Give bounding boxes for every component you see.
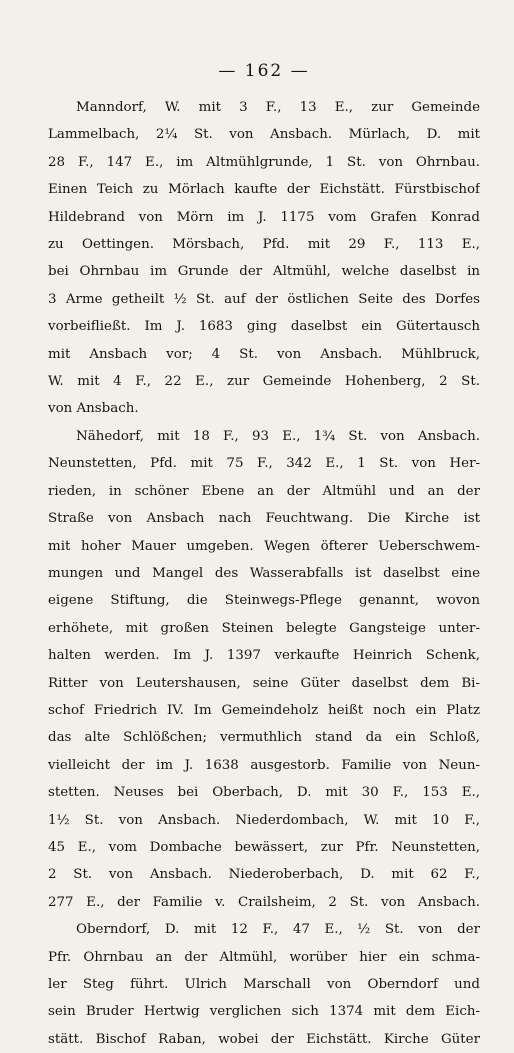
text-line: ler Steg führt. Ulrich Marschall von Oberndorf und [48, 977, 480, 992]
text-line: eigene Stiftung, die Steinwegs-Pflege genannt, wovon [48, 593, 480, 609]
text-line: mit hoher Mauer umgeben. Wegen öfterer Ueberschwem- [48, 538, 480, 554]
text-line: erhöhete, mit großen Steinen belegte Gangsteige unter- [48, 620, 480, 636]
text-line: 277 E., der Familie v. Crailsheim, 2 St. von Ansbach. [48, 894, 480, 910]
text-line: sein Bruder Hertwig verglichen sich 1374 mit dem Eich- [48, 1004, 480, 1020]
text-line: Pfr. Ohrnbau an der Altmühl, worüber hier ein schma- [48, 949, 480, 965]
text-line: Hildebrand von Mörn im J. 1175 vom Grafen Konrad [48, 209, 480, 225]
text-line: das alte Schlößchen; vermuthlich stand da ein Schloß, [48, 730, 480, 746]
text-line: Nähedorf, mit 18 F., 93 E., 1¾ St. von Ansbach. [76, 428, 480, 444]
text-line: Einen Teich zu Mörlach kaufte der Eichstätt. Fürstbischof [48, 182, 480, 198]
text-line: von Ansbach. [48, 401, 139, 417]
text-line: Neunstetten, Pfd. mit 75 F., 342 E., 1 St. von Her- [48, 456, 480, 472]
text-line: rieden, in schöner Ebene an der Altmühl und an der [48, 483, 480, 499]
text-line: 1½ St. von Ansbach. Niederdombach, W. mit 10 F., [48, 812, 480, 828]
text-line: 45 E., vom Dombache bewässert, zur Pfr. Neunstetten, [48, 839, 480, 855]
text-line: mungen und Mangel des Wasserabfalls ist daselbst eine [48, 565, 480, 581]
text-line: 3 Arme getheilt ½ St. auf der östlichen Seite des Dorfes [48, 291, 480, 307]
text-line: halten werden. Im J. 1397 verkaufte Heinrich Schenk, [48, 648, 480, 664]
text-line: vielleicht der im J. 1638 ausgestorb. Familie von Neun- [48, 757, 480, 773]
text-line: Straße von Ansbach nach Feuchtwang. Die Kirche ist [48, 511, 480, 527]
text-line: 28 F., 147 E., im Altmühlgrunde, 1 St. von Ohrnbau. [48, 154, 480, 170]
text-line: Lammelbach, 2¼ St. von Ansbach. Mürlach, D. mit [48, 127, 480, 143]
page-number: — 162 — [218, 61, 310, 81]
text-line: Manndorf, W. mit 3 F., 13 E., zur Gemeinde [76, 100, 480, 115]
text-line: Oberndorf, D. mit 12 F., 47 E., ½ St. von der [76, 922, 480, 938]
text-line: mit Ansbach vor; 4 St. von Ansbach. Mühlbruck, [48, 346, 480, 362]
paragraph-2 [48, 423, 480, 916]
paragraph-1 [48, 94, 480, 423]
text-line: 2 St. von Ansbach. Niederoberbach, D. mit 62 F., [48, 867, 480, 883]
text-line: W. mit 4 F., 22 E., zur Gemeinde Hohenberg, 2 St. [48, 374, 480, 390]
text-line: Ritter von Leutershausen, seine Güter daselbst dem Bi- [48, 675, 480, 691]
text-line: stetten. Neuses bei Oberbach, D. mit 30 F., 153 E., [48, 785, 480, 801]
text-line: zu Oettingen. Mörsbach, Pfd. mit 29 F., 113 E., [48, 237, 480, 253]
text-line: stätt. Bischof Raban, wobei der Eichstätt. Kirche Güter [48, 1031, 480, 1047]
text-line: bei Ohrnbau im Grunde der Altmühl, welche daselbst in [48, 264, 480, 280]
paragraph-3 [48, 916, 480, 1053]
text-line: schof Friedrich IV. Im Gemeindeholz heißt noch ein Platz [48, 702, 480, 718]
text-line: vorbeifließt. Im J. 1683 ging daselbst ein Gütertausch [48, 319, 480, 335]
